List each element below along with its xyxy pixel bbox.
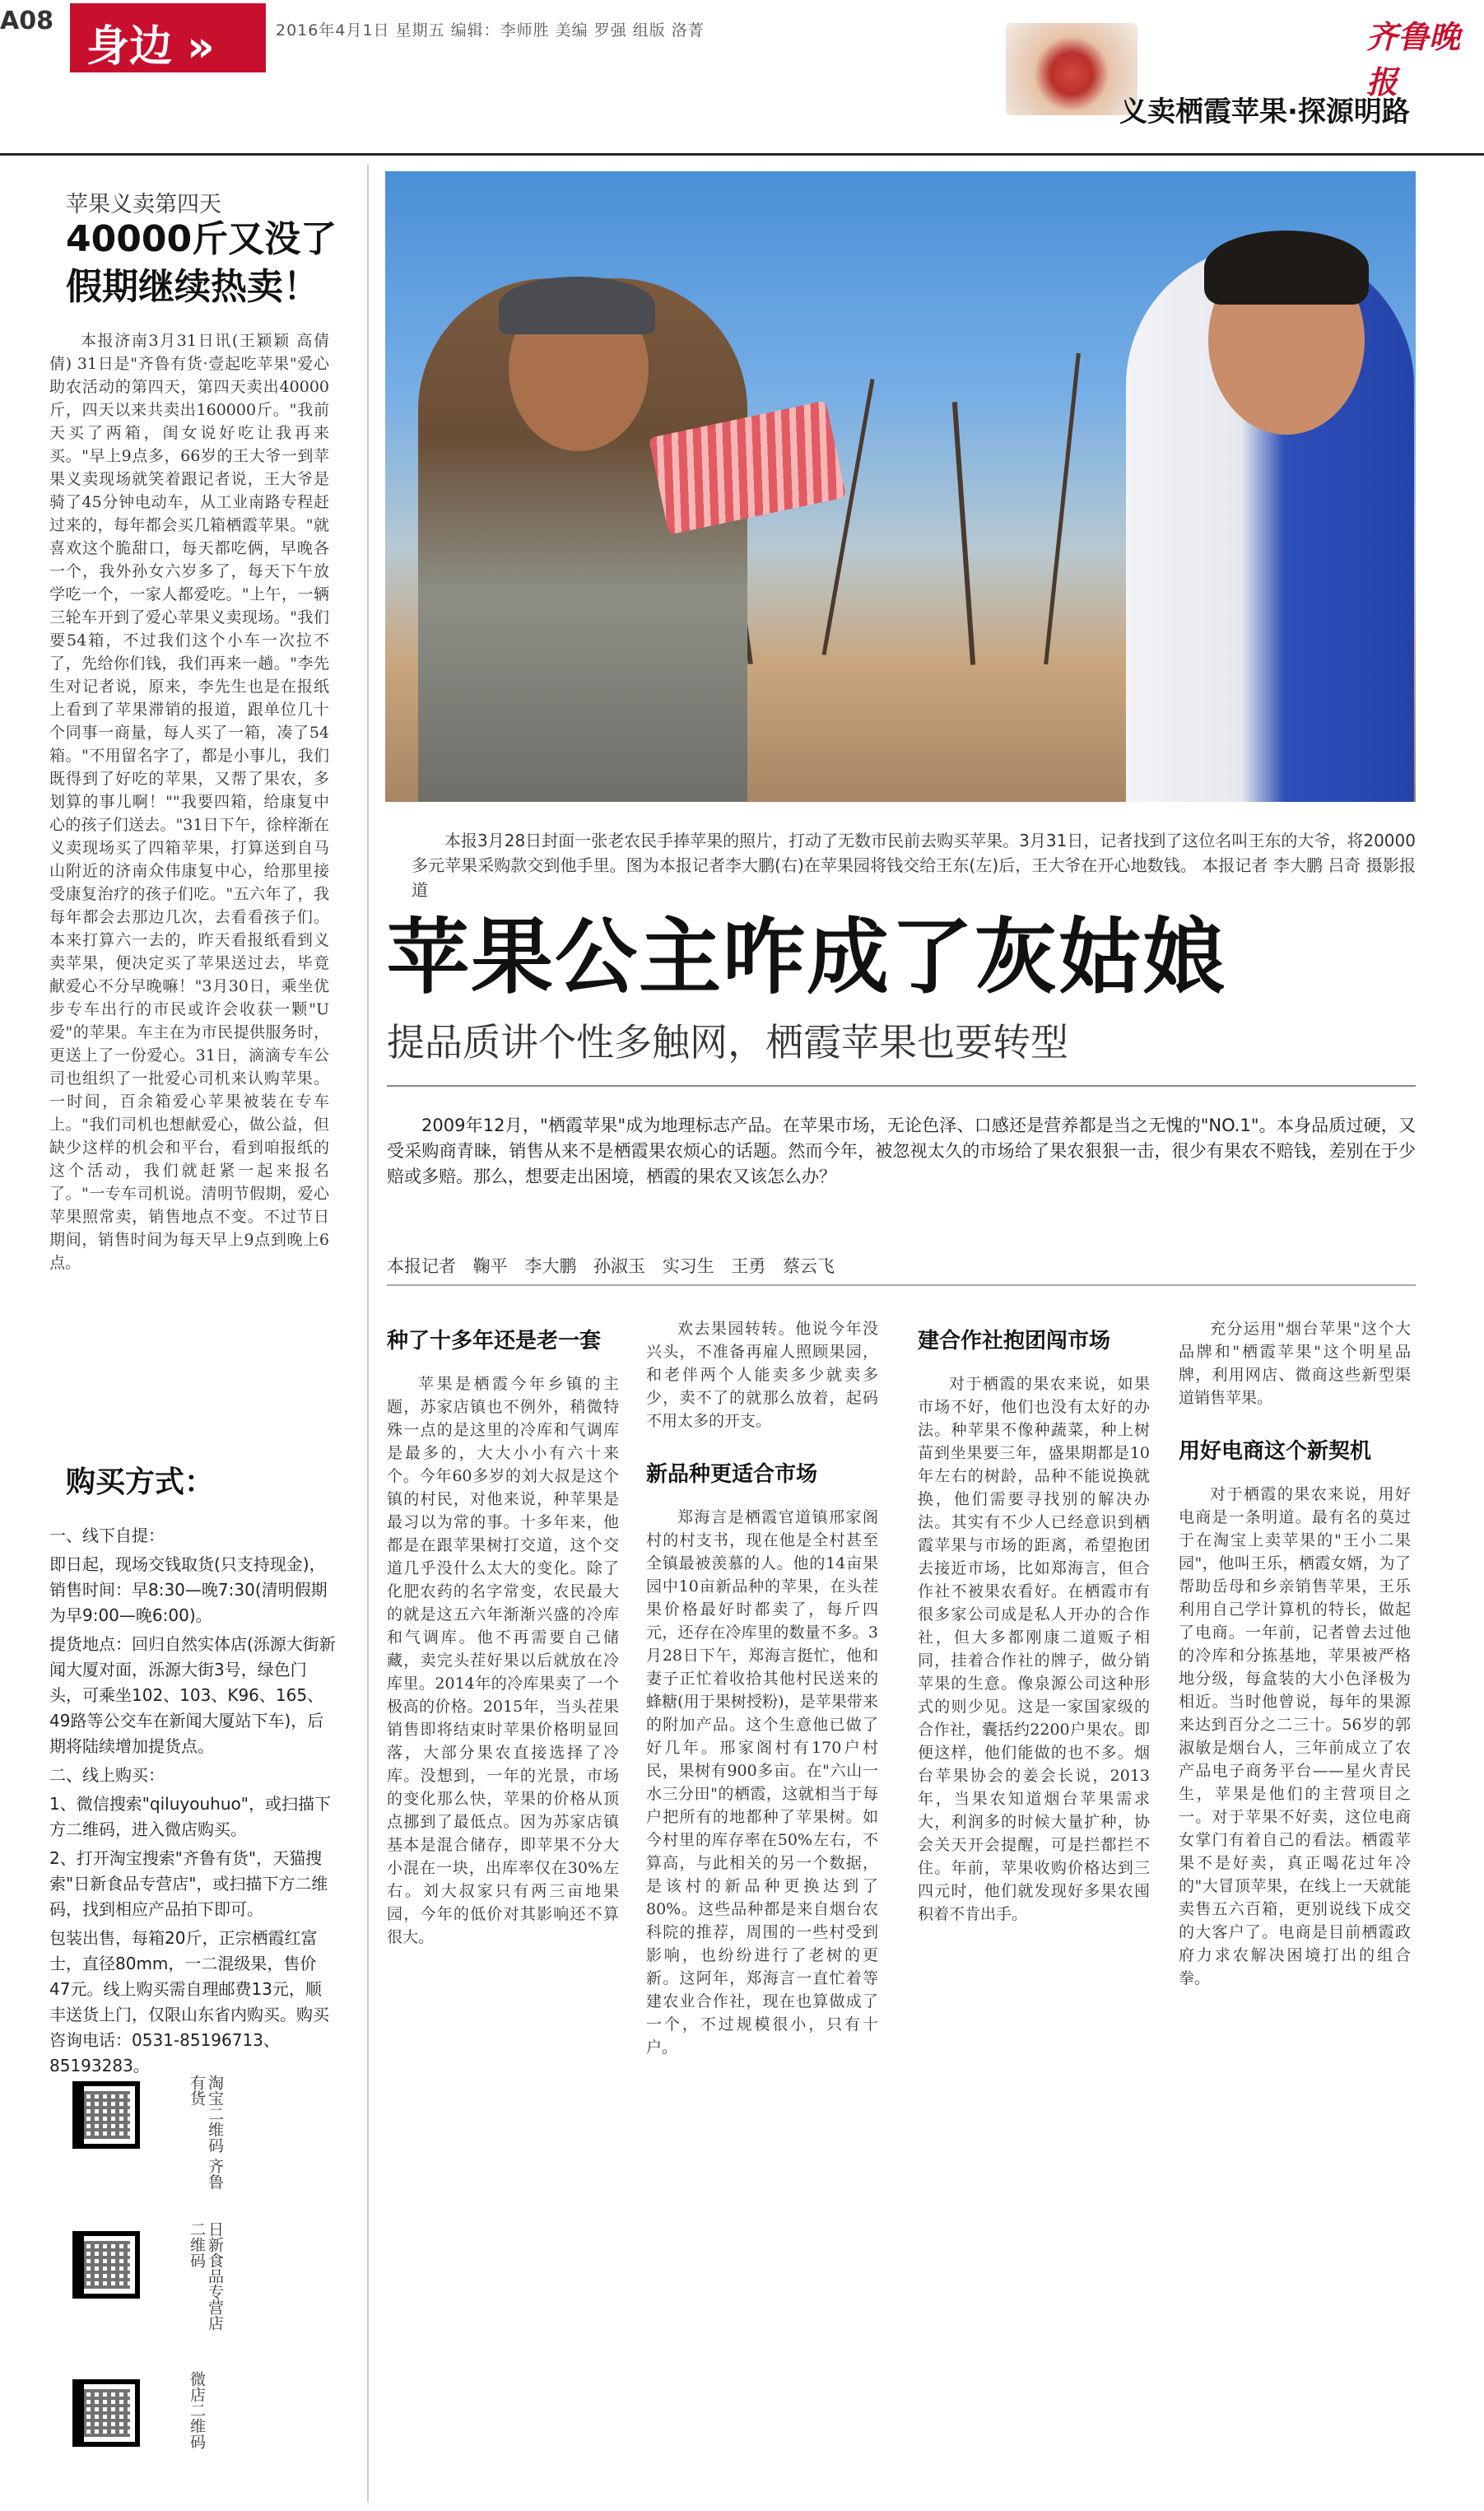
rule — [387, 1085, 1416, 1087]
buy-title: 购买方式： — [66, 1465, 215, 1499]
buy-item: 一、线下自提： — [49, 1526, 165, 1545]
buy-instructions — [49, 1523, 336, 2082]
buy-item: 提货地点：回归自然实体店(泺源大街新闻大厦对面，泺源大街3号，绿色门头，可乘坐102、103、K96、165、49路等公交车在新闻大厦站下车)，后期将陆续增加提货点。 — [49, 1634, 336, 1756]
sidebar-body: 本报济南3月31日讯(王颖颖 高倩倩) 31日是"齐鲁有货·壹起吃苹果"爱心助农活动的第四天，第四天卖出40000斤，四天以来共卖出160000斤。"我前天买了两箱，闺女说好吃让我再来买。"早上9点多，66岁的王大爷一到苹果义卖现场就笑着跟记者说，王大爷是骑了45分钟电动车，从工业南路专程赶过来的，每年都会买几箱栖霞苹果。"就喜欢这个脆甜口，每天都吃俩，早晚各一个，我外孙女六岁多了，每天下午放学吃一个，一家人都爱吃。"上午，一辆三轮车开到了爱心苹果义卖现场。"我们要54箱，不过我们这个小车一次拉不了，先给你们钱，我们再来一趟。"李先生对记者说，原来，李先生也是在报纸上看到了苹果滞销的报道，跟单位几十个同事一商量，每人买了一箱，凑了54箱。"不用留名字了，都是小事儿，我们既得到了好吃的苹果，又帮了果农，多划算的事儿啊！""我要四箱，给康复中心的孩子们送去。"31日下午，徐梓渐在义卖现场买了四箱苹果，打算送到自马山附近的济南众伟康复中心，给那里接受康复治疗的孩子们吃。"五六年了，我每年都会去那边几次，去看看孩子们。本来打算六一去的，昨天看报纸看到义卖苹果，便决定买了苹果送过去，毕竟献爱心不分早晚嘛！"3月30日，乘坐优步专车出行的市民或许会收获一颗"U爱"的苹果。车主在为市民提供服务时，更送上了一份爱心。31日，滴滴专车公司也组织了一批爱心司机来认购苹果。一时间，百余箱爱心苹果被装在专车上。"我们司机也想献爱心，做公益，但缺少这样的机会和平台，看到咱报纸的这个活动，我们就赶紧一起来报名了。"一专车司机说。清明节假期，爱心苹果照常卖，销售地点不变。不过节日期间，销售时间为每天早上9点到晚上6点。 — [49, 332, 329, 1272]
page-number: A08 — [0, 7, 53, 35]
section-heading: 建合作社抱团闯市场 — [918, 1329, 1111, 1353]
section-heading: 新品种更适合市场 — [646, 1462, 818, 1487]
article-column-3 — [918, 1317, 1150, 1926]
buy-item: 即日起，现场交钱取货(只支持现金)，销售时间：早8:30—晚7:30(清明假期为早9:00—晚6:00)。 — [49, 1554, 328, 1625]
rule — [387, 1284, 1416, 1286]
column-text: 充分运用"烟台苹果"这个大品牌和"栖霞苹果"这个明星品牌，利用网店、微商这些新型渠道销售苹果。 — [1179, 1320, 1411, 1407]
column-text: 苹果是栖霞今年乡镇的主题，苏家店镇也不例外，稍微特殊一点的是这里的冷库和气调库是最多的，大大小小有六十来个。今年60多岁的刘大叔是这个镇的村民，对他来说，种苹果是最习以为常的事。十多年来，他都是在跟苹果树打交道，这个交道几乎没什么太大的变化。除了化肥农药的名字常变，农民最大的就是这五六年渐渐兴盛的冷库和气调库。他不再需要自己储藏，卖完头茬好果以后就放在冷库里。2014年的冷库果卖了一个极高的价格。2015年，当头茬果销售即将结束时苹果价格明显回落，大部分果农直接选择了冷库。没想到，一年的光景，市场的变化那么快，苹果的价格从顶点挪到了最低点。因为苏家店镇基本是混合储存，即苹果不分大小混在一块，出库率仅在30%左右。刘大叔家只有两三亩地果园，今年的低价对其影响还不算很大。 — [387, 1375, 619, 1946]
qr-caption: 淘宝二维码 齐鲁有货 — [188, 2075, 224, 2190]
section-heading: 用好电商这个新契机 — [1179, 1439, 1372, 1464]
column-text: 郑海言是栖霞官道镇邢家阁村的村支书，现在他是全村甚至全镇最被羡慕的人。他的14亩果园中10亩新品种的苹果，在头茬果价格最好时都卖了，每斤四元，还存在冷库里的数量不多。3月28日下午，郑海言挺忙，他和妻子正忙着收拾其他村民送来的蜂糖(用于果树授粉)，是苹果带来的附加产品。这个生意他已做了好几年。邢家阁村有170户村民，果树有900多亩。在"六山一水三分田"的栖霞，这就相当于每户把所有的地都种了苹果树。如今村里的库存率在50%左右，不算高，与此相关的另一个数据，是该村的新品种更换达到了80%。这些品种都是来自烟台农科院的推荐，周围的一些村受到影响，也纷纷进行了老树的更新。这阿年，郑海言一直忙着等建农业合作社，现在也算做成了一个，不过规模很小，只有十户。 — [646, 1508, 878, 2057]
qr-code-tmall[interactable] — [72, 2231, 140, 2299]
buy-item: 包装出售，每箱20斤，正宗栖霞红富士，直径80mm，一二混级果，售价47元。线上购买需自理邮费13元，顺丰送货上门，仅限山东省内购买。购买咨询电话：0531-85196713、85193283。 — [49, 1928, 329, 2075]
qr-code-weidian[interactable] — [72, 2379, 140, 2447]
reporter-hair — [1204, 231, 1369, 305]
main-photo — [385, 171, 1416, 802]
apple-thumbnail-image — [1006, 23, 1137, 115]
section-tag: 身边 » — [70, 3, 266, 72]
column-divider — [367, 165, 369, 2503]
sidebar-kicker: 苹果义卖第四天 — [66, 192, 221, 217]
article-column-2 — [646, 1317, 878, 2059]
article-lead: 2009年12月，"栖霞苹果"成为地理标志产品。在苹果市场，无论色泽、口感还是营养都是当之无愧的"NO.1"。本身品质过硬，又受采购商青睐，销售从来不是栖霞果农烦心的话题。然而今年，被忽视太久的市场给了果农狠狠一击，很少有果农不赔钱，差别在于少赔或多赔。那么，想要走出困境，栖霞的果农又该怎么办？ — [387, 1116, 1416, 1186]
buy-item: 2、打开淘宝搜索"齐鲁有货"，天猫搜索"日新食品专营店"，或扫描下方二维码，找到相应产品拍下即可。 — [49, 1848, 328, 1919]
section-heading: 种了十多年还是老一套 — [387, 1329, 602, 1353]
issue-meta: 2016年4月1日 星期五 编辑：李师胜 美编 罗强 组版 洛菁 — [276, 21, 705, 40]
qr-caption: 日新食品专营店 二维码 — [188, 2221, 224, 2331]
buy-item: 1、微信搜索"qiluyouhuo"，或扫描下方二维码，进入微店购买。 — [49, 1794, 331, 1839]
column-text: 对于栖霞的果农来说，如果市场不好，他们也没有太好的办法。种苹果不像种蔬菜，种上树苗到坐果要三年，盛果期都是10年左右的树龄，品种不能说换就换，他们需要寻找别的解决办法。其实有不少人已经意识到栖霞苹果与市场的距离，希望抱团去接近市场，比如郑海言，但合作社不被果农看好。在栖霞市有很多家公司成是私人开办的合作社，但大多都刚康二道贩子相同，挂着合作社的牌子，做分销苹果的生意。像泉源公司这种形式的则少见。这是一家国家级的合作社，囊括约2200户果农。即便这样，他们能做的也不多。烟台苹果协会的姜会长说，2013年，当果农知道烟台苹果需求大，利润多的时候大量扩种，协会关天开会提醒，可是拦都拦不住。年前，苹果收购价格达到三四元时，他们就发现好多果农囤积着不肯出手。 — [918, 1375, 1150, 1923]
buy-item: 二、线上购买： — [49, 1765, 165, 1785]
masthead-logo: 齐鲁晚报 — [1366, 18, 1461, 100]
article-column-4 — [1179, 1317, 1411, 1990]
header-rule — [0, 153, 1484, 156]
farmer-cap — [499, 277, 655, 334]
article-subhead: 提品质讲个性多触网，栖霞苹果也要转型 — [387, 1020, 1068, 1064]
article-column-1 — [387, 1317, 619, 1949]
article-headline: 苹果公主咋成了灰姑娘 — [387, 909, 1226, 1005]
photo-caption: 本报3月28日封面一张老农民手捧苹果的照片，打动了无数市民前去购买苹果。3月31日，记者找到了这位名叫王东的大爷，将20000多元苹果采购款交到他手里。图为本报记者李大鹏(右)在苹果园将钱交给王东(左)后，王大爷在开心地数钱。 本报记者 李大鹏 吕奇 摄影报道 — [412, 831, 1416, 900]
qr-caption: 微店二维码 — [188, 2371, 206, 2449]
article-byline: 本报记者 鞠平 李大鹏 孙淑玉 实习生 王勇 蔡云飞 — [387, 1256, 835, 1276]
sidebar-title: 40000斤又没了 假期继续热卖！ — [66, 218, 337, 308]
topic-title: 义卖栖霞苹果·探源明路 — [1119, 96, 1410, 128]
column-text: 欢去果园转转。他说今年没兴头，不准备再雇人照顾果园，和老伴两个人能卖多少就卖多少，卖不了的就那么放着，起码不用太多的开支。 — [646, 1320, 878, 1430]
qr-code-taobao[interactable] — [72, 2081, 140, 2149]
column-text: 对于栖霞的果农来说，用好电商是一条明道。最有名的莫过于在淘宝上卖苹果的"王小二果园"，他叫王乐，栖霞女婿，为了帮助岳母和乡亲销售苹果，王乐利用自己学计算机的特长，做起了电商。一年前，记者曾去过他的冷库和分拣基地，苹果被严格地分级，每盒装的大小色泽极为相近。当时他曾说，每年的果源来达到百分之二三十。56岁的郭淑敏是烟台人，三年前成立了农产品电子商务平台——星火青民生，苹果是他们的主营项目之一。对于苹果不好卖，这位电商女掌门有着自己的看法。栖霞苹果不是好卖，真正喝花过年冷的"大冒顶苹果，在线上一天就能卖售五六百箱，更别说线下成交的大客户了。电商是目前栖霞政府力求农解决困境打出的组合拳。 — [1179, 1485, 1411, 1987]
